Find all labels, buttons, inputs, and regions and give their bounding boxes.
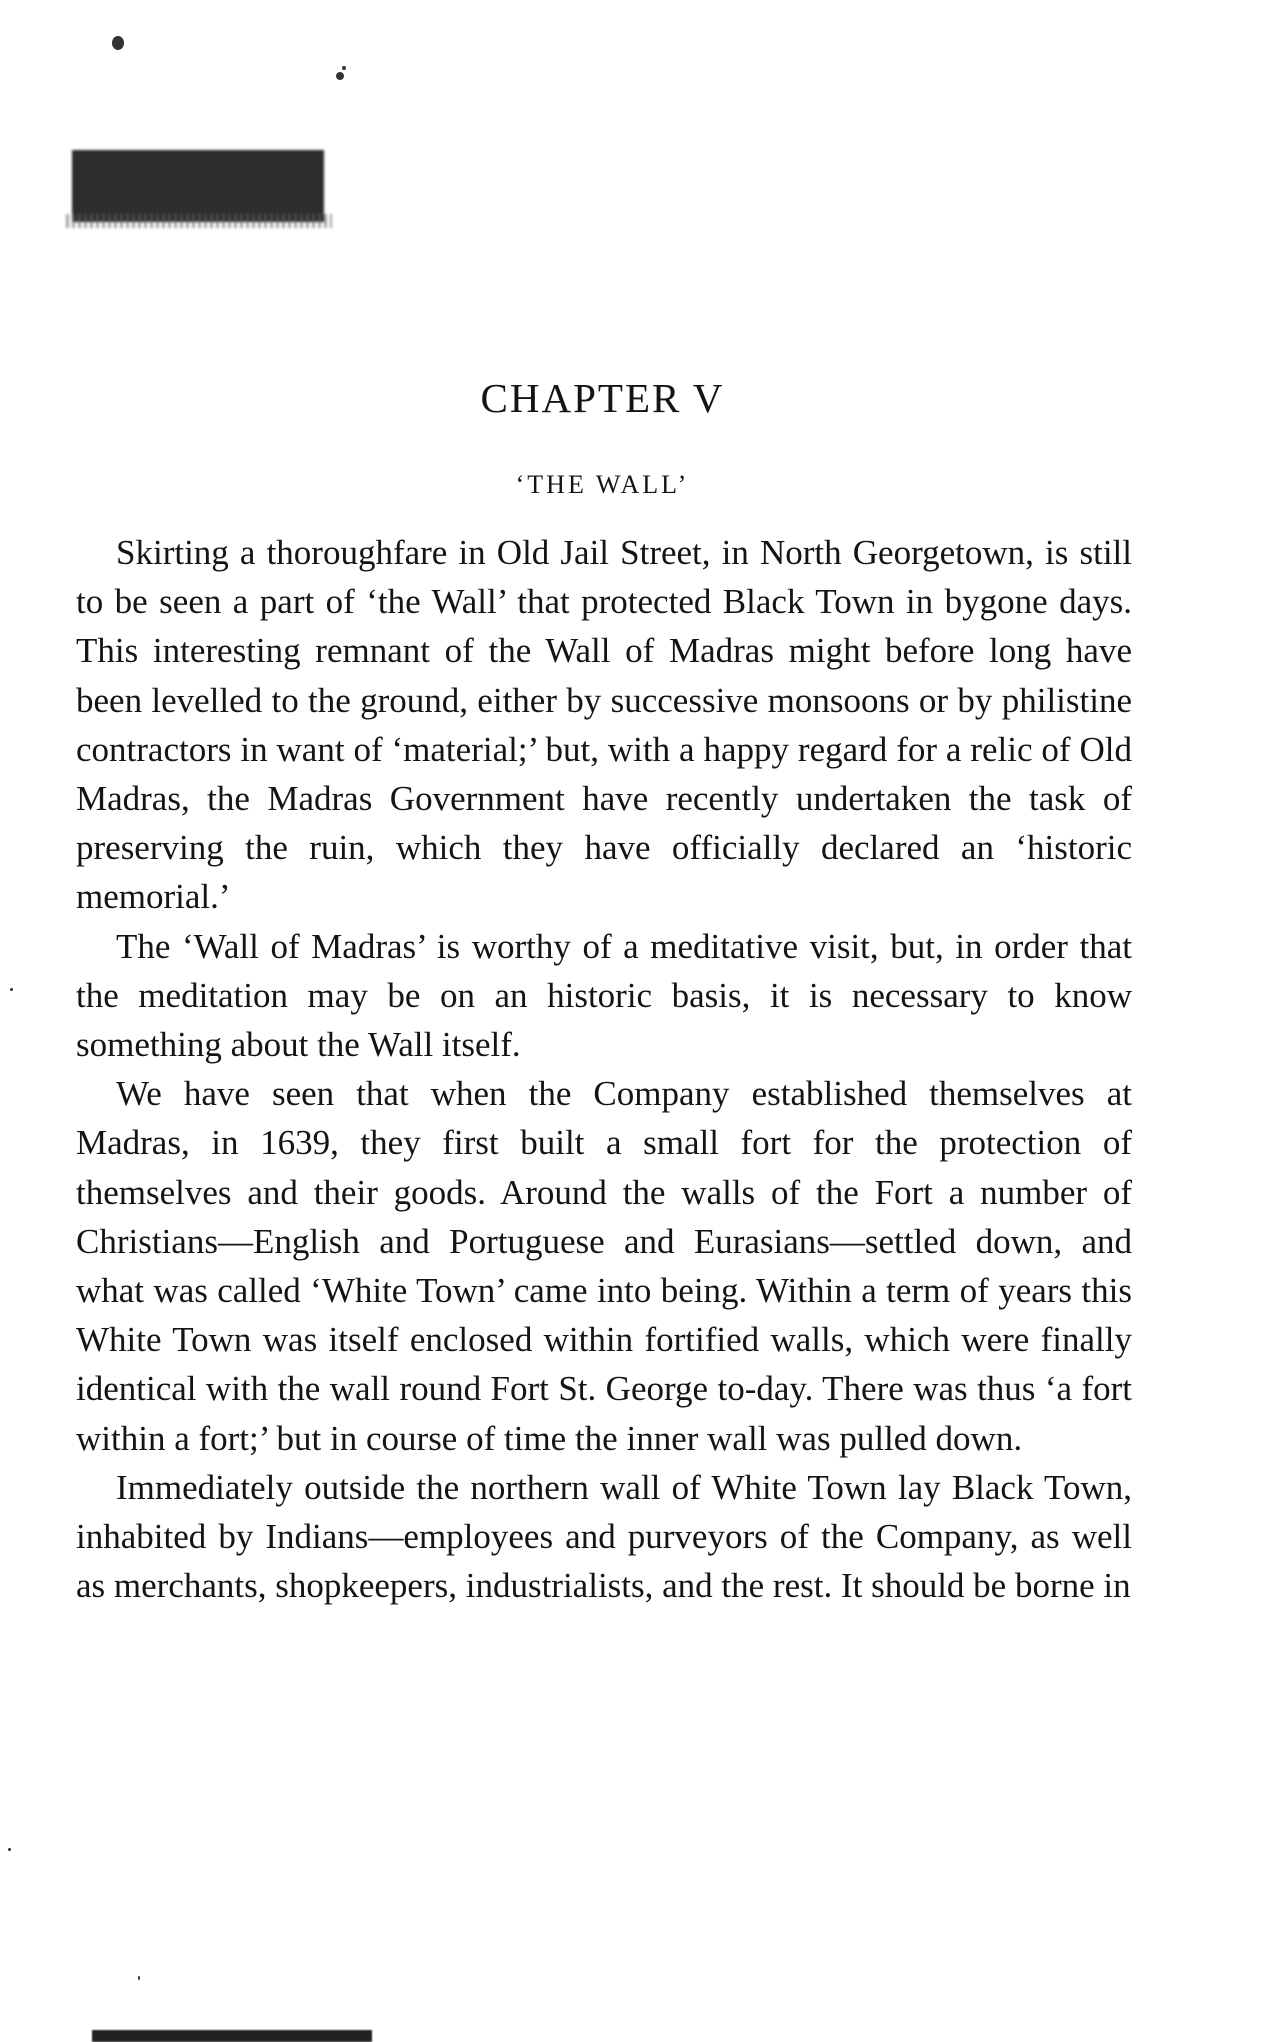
ink-speck: [342, 66, 346, 70]
body-text: [76, 528, 1132, 1610]
ink-speck: [336, 72, 344, 80]
chapter-subtitle: ‘THE WALL’: [515, 470, 690, 499]
library-stamp: [72, 150, 324, 222]
chapter-heading: CHAPTER V: [480, 375, 725, 421]
footer-stamp: [92, 2030, 372, 2042]
ink-speck: [10, 988, 13, 991]
paragraph: We have seen that when the Company established themselves at Madras, in 1639, they first built a small fort for the protection of themselves and their goods. Around the walls of the Fort a number of Christians—English and Portuguese and Eurasians—settled down, and what was called ‘White Town’ came into being. Within a term of years this White Town was itself enclosed within fortified walls, which were finally identical with the wall round Fort St. George to-day. There was thus ‘a fort within a fort;’ but in course of time the inner wall was pulled down.: [76, 1074, 1132, 1458]
ink-speck: [138, 1976, 140, 1980]
ink-speck: [8, 1848, 11, 1851]
paragraph: Skirting a thoroughfare in Old Jail Street, in North Georgetown, is still to be seen a part of ‘the Wall’ that protected Black Town in bygone days. This interesting remnant of the Wall of Madras might before long have been levelled to the ground, either by successive monsoons or by philistine contractors in want of ‘material;’ but, with a happy regard for a relic of Old Madras, the Madras Government have recently undertaken the task of preserving the ruin, which they have officially declared an ‘historic memorial.’: [76, 533, 1132, 917]
paragraph: Immediately outside the northern wall of White Town lay Black Town, inhabited by Indians—employees and purveyors of the Company, as well as merchants, shopkeepers, industrialists, and the rest. It should be borne in: [76, 1467, 1132, 1606]
ink-speck: [112, 36, 124, 50]
paragraph: The ‘Wall of Madras’ is worthy of a meditative visit, but, in order that the meditation may be on an historic basis, it is necessary to know something about the Wall itself.: [76, 926, 1132, 1065]
